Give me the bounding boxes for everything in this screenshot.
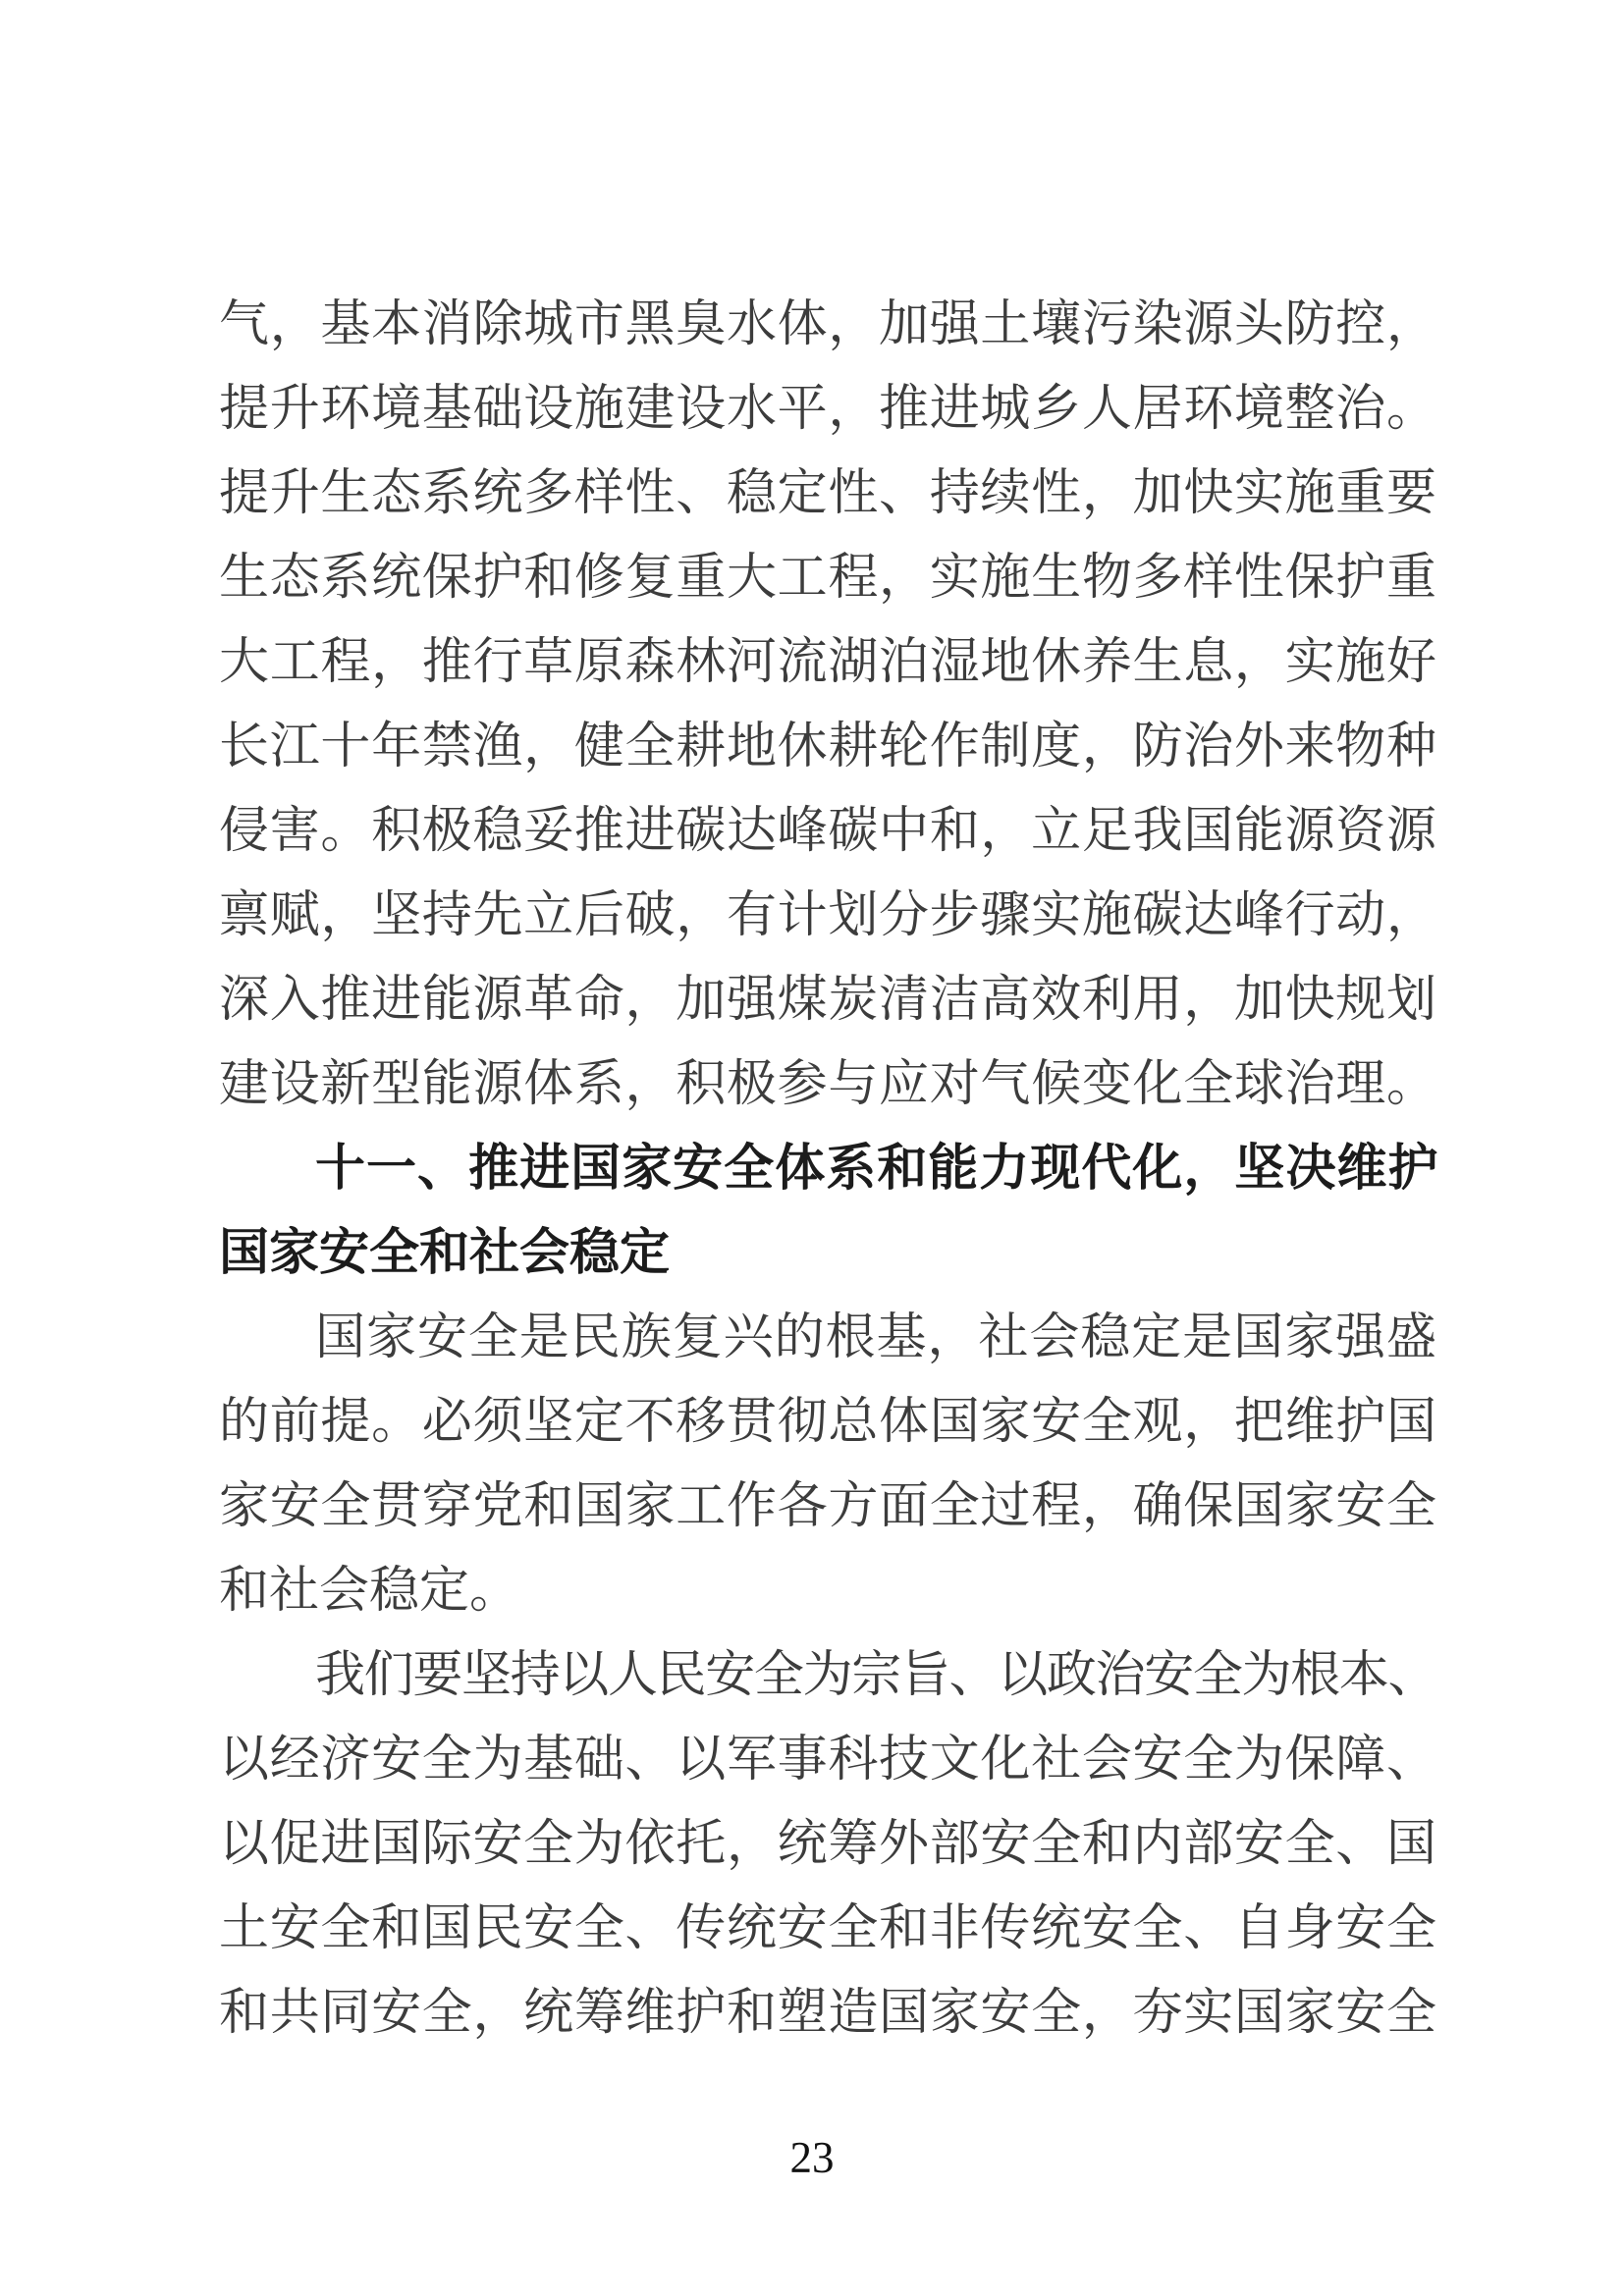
body-line: 以经济安全为基础、以军事科技文化社会安全为保障、 [219,1731,1436,1789]
body-line: 的前提。必须坚定不移贯彻总体国家安全观，把维护国 [219,1393,1436,1451]
body-line: 土安全和国民安全、传统安全和非传统安全、自身安全 [219,1899,1436,1957]
body-line: 禀赋，坚持先立后破，有计划分步骤实施碳达峰行动， [219,886,1436,944]
section-heading-line: 十一、推进国家安全体系和能力现代化，坚决维护 [315,1140,1436,1198]
body-line: 和共同安全，统筹维护和塑造国家安全，夯实国家安全 [219,1984,1436,2042]
body-line: 气，基本消除城市黑臭水体，加强土壤污染源头防控， [219,295,1436,353]
section-heading-line: 国家安全和社会稳定 [219,1224,671,1282]
body-line: 深入推进能源革命，加强煤炭清洁高效利用，加快规划 [219,971,1436,1029]
body-line: 家安全贯穿党和国家工作各方面全过程，确保国家安全 [219,1477,1436,1535]
paragraph-first-line: 国家安全是民族复兴的根基，社会稳定是国家强盛 [315,1308,1436,1366]
body-line: 提升生态系统多样性、稳定性、持续性，加快实施重要 [219,464,1436,522]
body-line: 侵害。积极稳妥推进碳达峰碳中和，立足我国能源资源 [219,802,1436,860]
paragraph-last-line: 和社会稳定。 [219,1562,520,1620]
paragraph-first-line: 我们要坚持以人民安全为宗旨、以政治安全为根本、 [315,1646,1436,1704]
body-line: 长江十年禁渔，健全耕地休耕轮作制度，防治外来物种 [219,718,1436,775]
body-line: 生态系统保护和修复重大工程，实施生物多样性保护重 [219,549,1436,607]
body-line: 建设新型能源体系，积极参与应对气候变化全球治理。 [219,1055,1436,1113]
body-line: 提升环境基础设施建设水平，推进城乡人居环境整治。 [219,380,1436,438]
body-line: 以促进国际安全为依托，统筹外部安全和内部安全、国 [219,1815,1436,1873]
page-number: 23 [789,2133,835,2182]
document-text-block [219,283,1436,2056]
body-line: 大工程，推行草原森林河流湖泊湿地休养生息，实施好 [219,633,1436,691]
